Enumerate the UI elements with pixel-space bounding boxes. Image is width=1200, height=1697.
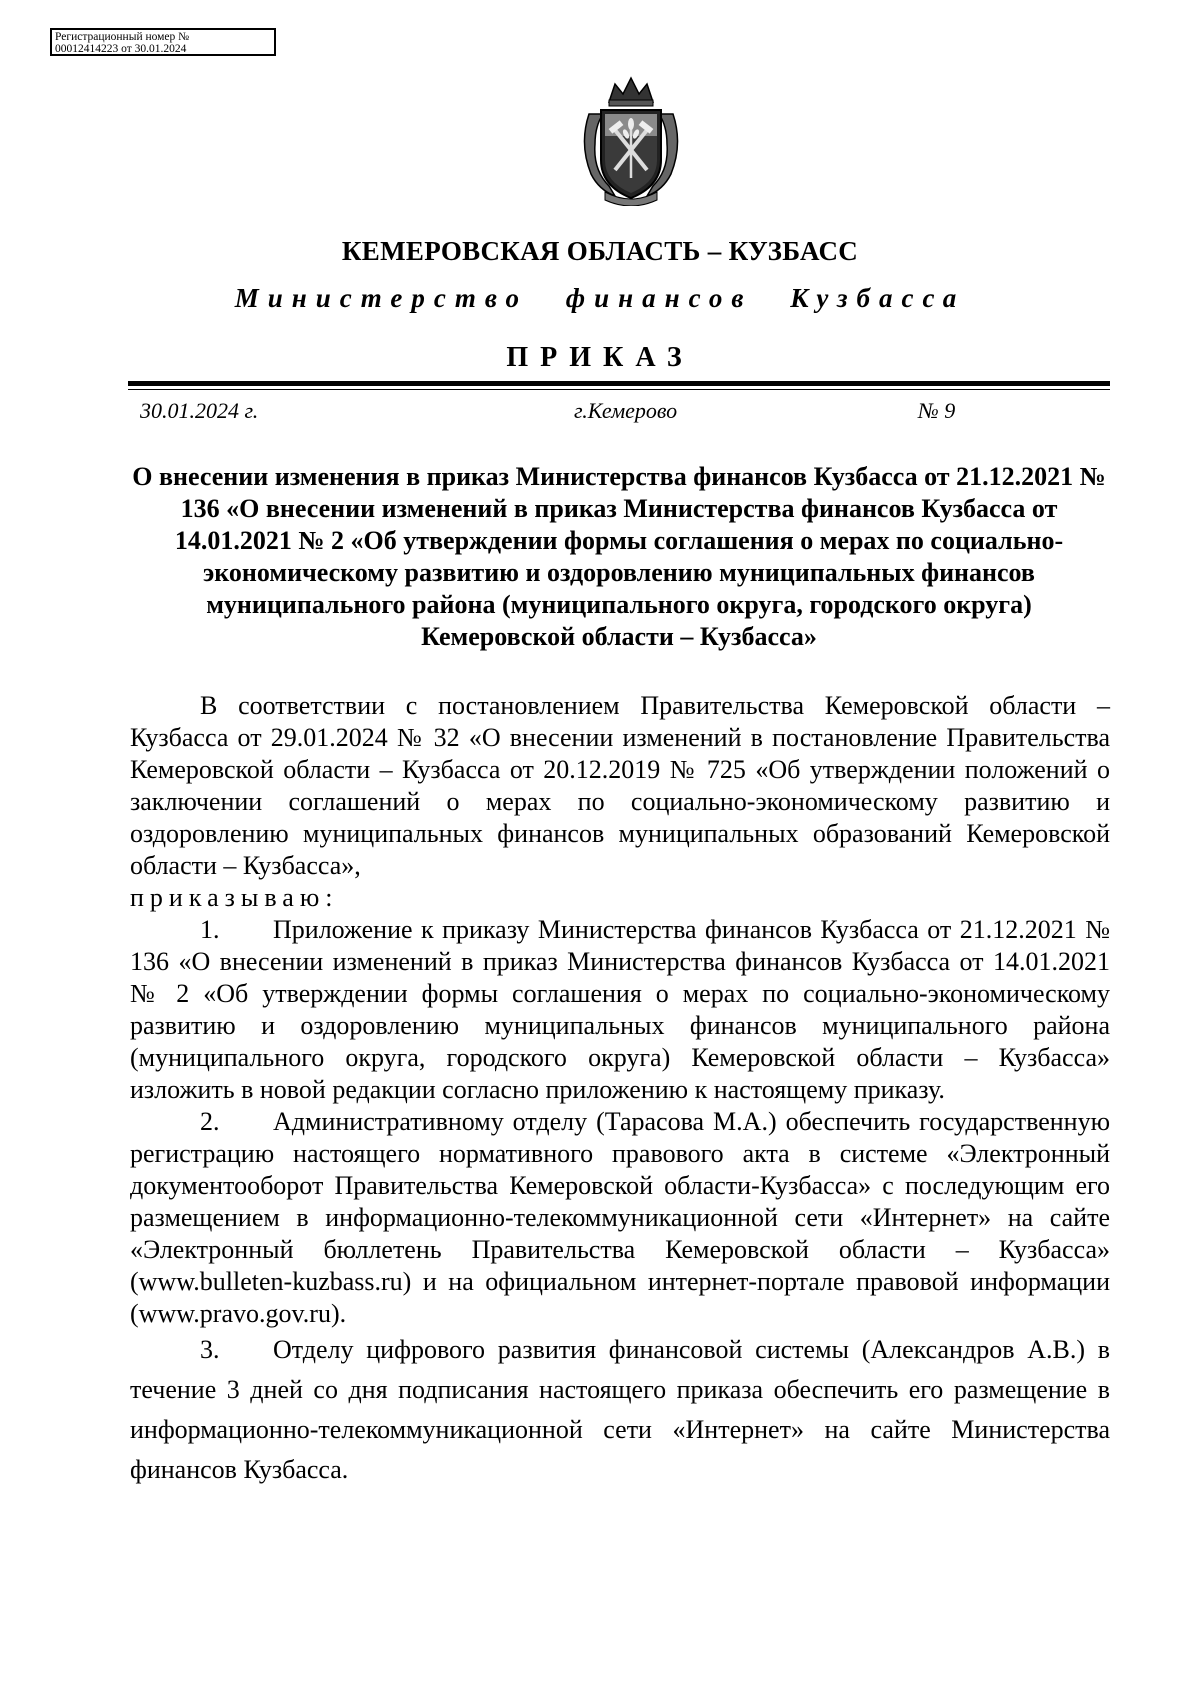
order-item-3 [130,1330,1110,1490]
item-number: 2. [200,1107,220,1136]
item-number: 3. [200,1335,220,1364]
header-divider-thin [128,389,1110,390]
registration-stamp [50,28,276,56]
item-text: Административному отделу (Тарасова М.А.) обеспечить государственную регистрацию настоящего нормативного правового акта в системе «Электронный документооборот Правительства Кемеровской области-Кузбасса» с последующим его размещением в информационно-телекоммуникационной сети «Интернет» на сайте «Электронный бюллетень Правительства Кемеровской области – Кузбасса» (www.bulleten-kuzbass.ru) и на официальном интернет-портале правовой информации (www.pravo.gov.ru). [130,1107,1110,1328]
order-item-2 [130,1106,1110,1330]
item-number: 1. [200,915,220,944]
document-type-heading: ПРИКАЗ [506,342,694,373]
order-item-1 [130,914,1110,1106]
order-word: приказываю: [130,883,339,912]
preamble-paragraph: В соответствии с постановлением Правительства Кемеровской области – Кузбасса от 29.01.2024 № 32 «О внесении изменений в постановление Правительства Кемеровской области – Кузбасса от 20.12.2019 № 725 «Об утверждении положений о заключении соглашений о мерах по социально-экономическому развитию и оздоровлению муниципальных финансов муниципальных образований Кемеровской области – Кузбасса», [130,691,1110,880]
order-title: О внесении изменения в приказ Министерства финансов Кузбасса от 21.12.2021 № 136 «О внесении изменений в приказ Министерства финансов Кузбасса от 14.01.2021 № 2 «Об утверждении формы соглашения о мерах по социально-экономическому развитию и оздоровлению муниципальных финансов муниципального района (муниципального округа, городского округа) Кемеровской области – Кузбасса» [132,462,1106,651]
order-body [130,690,1110,1490]
item-text: Приложение к приказу Министерства финансов Кузбасса от 21.12.2021 № 136 «О внесении изменений в приказ Министерства финансов Кузбасса от 14.01.2021 № 2 «Об утверждении формы соглашения о мерах по социально-экономическому развитию и оздоровлению муниципальных финансов муниципального района (муниципального округа, городского округа) Кемеровской области – Кузбасса» изложить в новой редакции согласно приложению к настоящему приказу. [130,915,1110,1104]
registration-line-1: Регистрационный номер № [55,31,190,43]
coat-of-arms-icon [575,74,687,206]
ministry-heading: Министерство финансов Кузбасса [234,283,966,313]
registration-line-2: 00012414223 от 30.01.2024 [55,43,187,55]
region-heading: КЕМЕРОВСКАЯ ОБЛАСТЬ – КУЗБАСС [341,236,859,266]
header-divider [128,381,1110,386]
order-date: 30.01.2024 г. [140,398,259,423]
order-number: № 9 [918,398,956,423]
order-city: г.Кемерово [574,398,678,423]
item-text: Отделу цифрового развития финансовой системы (Александров А.В.) в течение 3 дней со дня подписания настоящего приказа обеспечить его размещение в информационно-телекоммуникационной сети «Интернет» на сайте Министерства финансов Кузбасса. [130,1335,1110,1484]
